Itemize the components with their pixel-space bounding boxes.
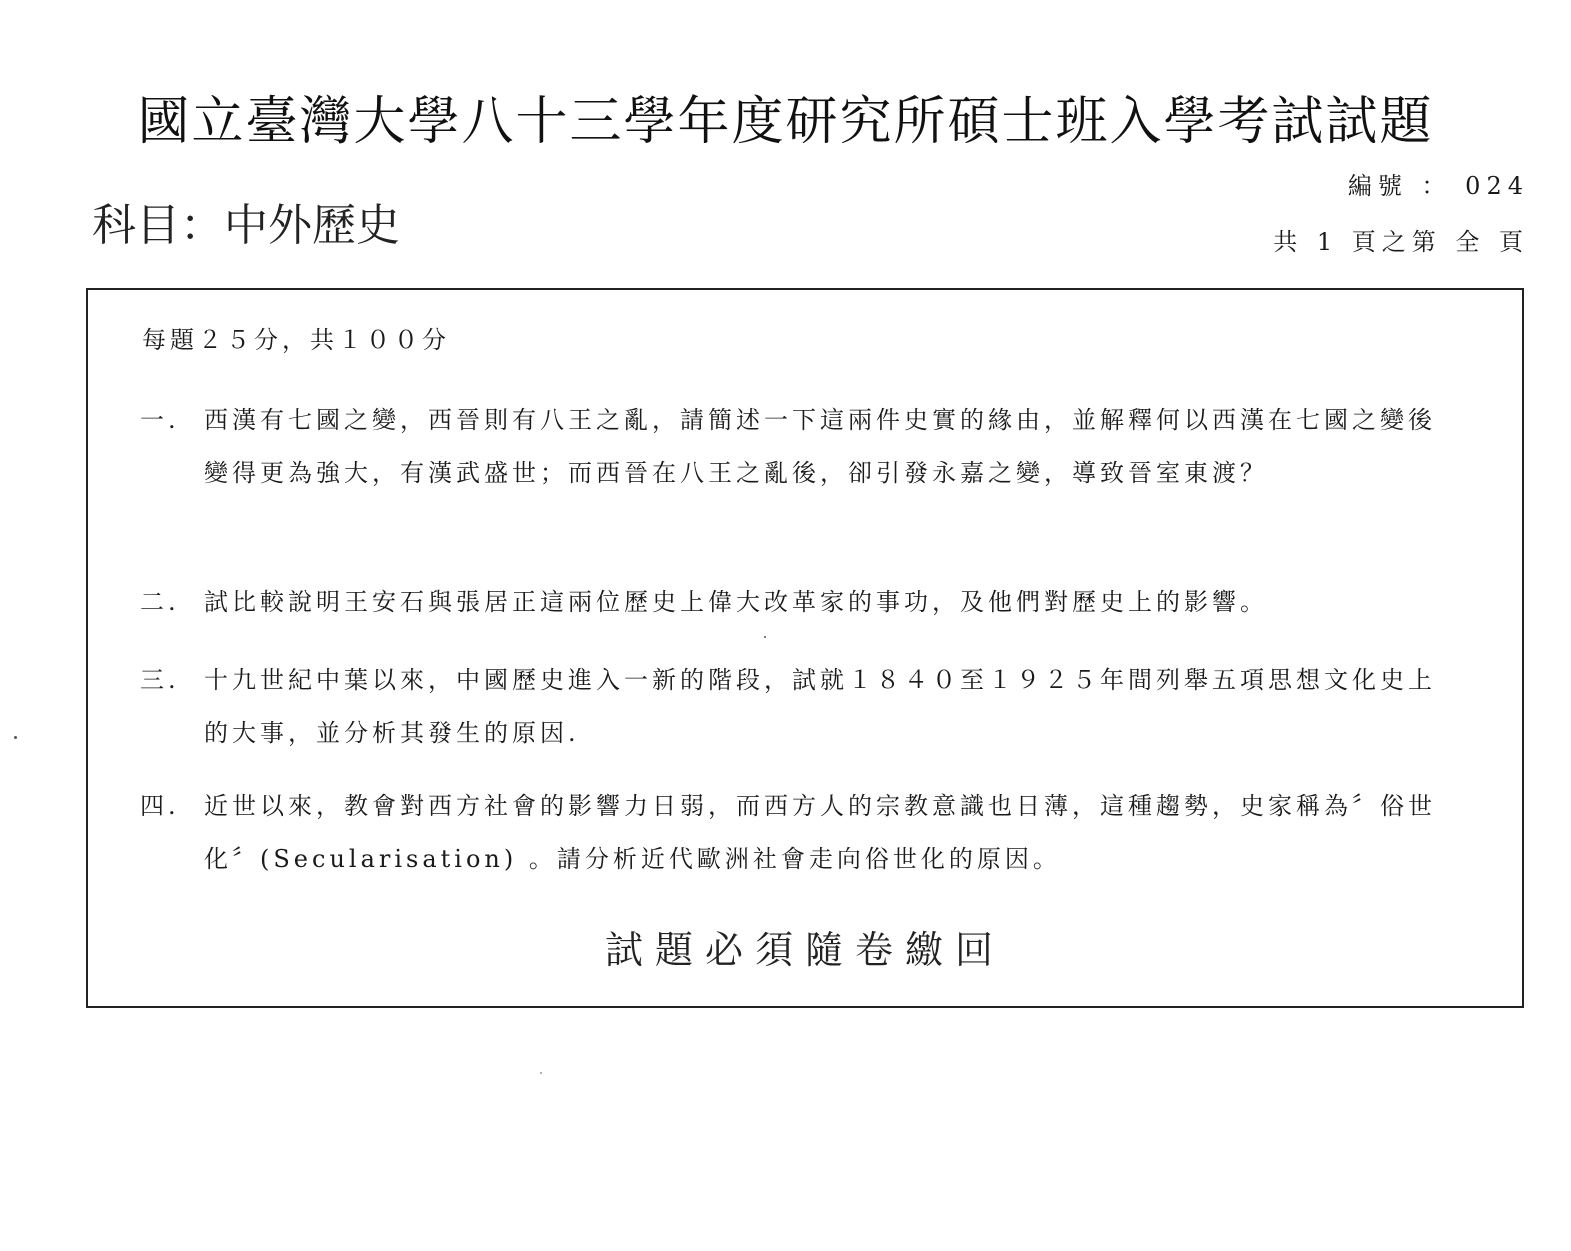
exam-title: 國立臺灣大學八十三學年度研究所碩士班入學考試試題 (137, 92, 1434, 152)
question-item (140, 394, 1470, 500)
subject-label: 科目：中外歷史 (92, 200, 400, 251)
return-notice: 試題必須隨卷繳回 (604, 928, 1005, 972)
scoring-note: 每題２５分，共１００分 (142, 326, 450, 354)
question-item (140, 576, 1470, 629)
question-number: 三. (140, 666, 180, 694)
question-item (140, 780, 1470, 886)
scan-speck (14, 736, 17, 739)
serial-number: 編號 ： 024 (1347, 172, 1529, 200)
question-text: 試比較說明王安石與張居正這兩位歷史上偉大改革家的事功，及他們對歷史上的影響。 (204, 588, 1268, 616)
scan-speck (764, 636, 766, 638)
question-number: 四. (140, 792, 180, 820)
question-box (86, 288, 1524, 1008)
page-count: 共 1 頁之第 全 頁 (1273, 228, 1529, 256)
scan-speck (540, 1072, 542, 1074)
question-number: 一. (140, 406, 180, 434)
question-text: 西漢有七國之變，西晉則有八王之亂，請簡述一下這兩件史實的緣由，並解釋何以西漢在七國之變後變得更為強大，有漢武盛世；而西晉在八王之亂後，卻引發永嘉之變，導致晉室東渡？ (204, 406, 1436, 487)
question-number: 二. (140, 588, 180, 616)
question-text: 十九世紀中葉以來，中國歷史進入一新的階段，試就１８４０至１９２５年間列舉五項思想文化史上的大事，並分析其發生的原因. (204, 666, 1436, 747)
question-item (140, 654, 1470, 760)
question-text: 近世以來，教會對西方社會的影響力日弱，而西方人的宗教意識也日薄，這種趨勢，史家稱為〞俗世化〞(Secularisation) 。請分析近代歐洲社會走向俗世化的原因。 (204, 792, 1436, 873)
